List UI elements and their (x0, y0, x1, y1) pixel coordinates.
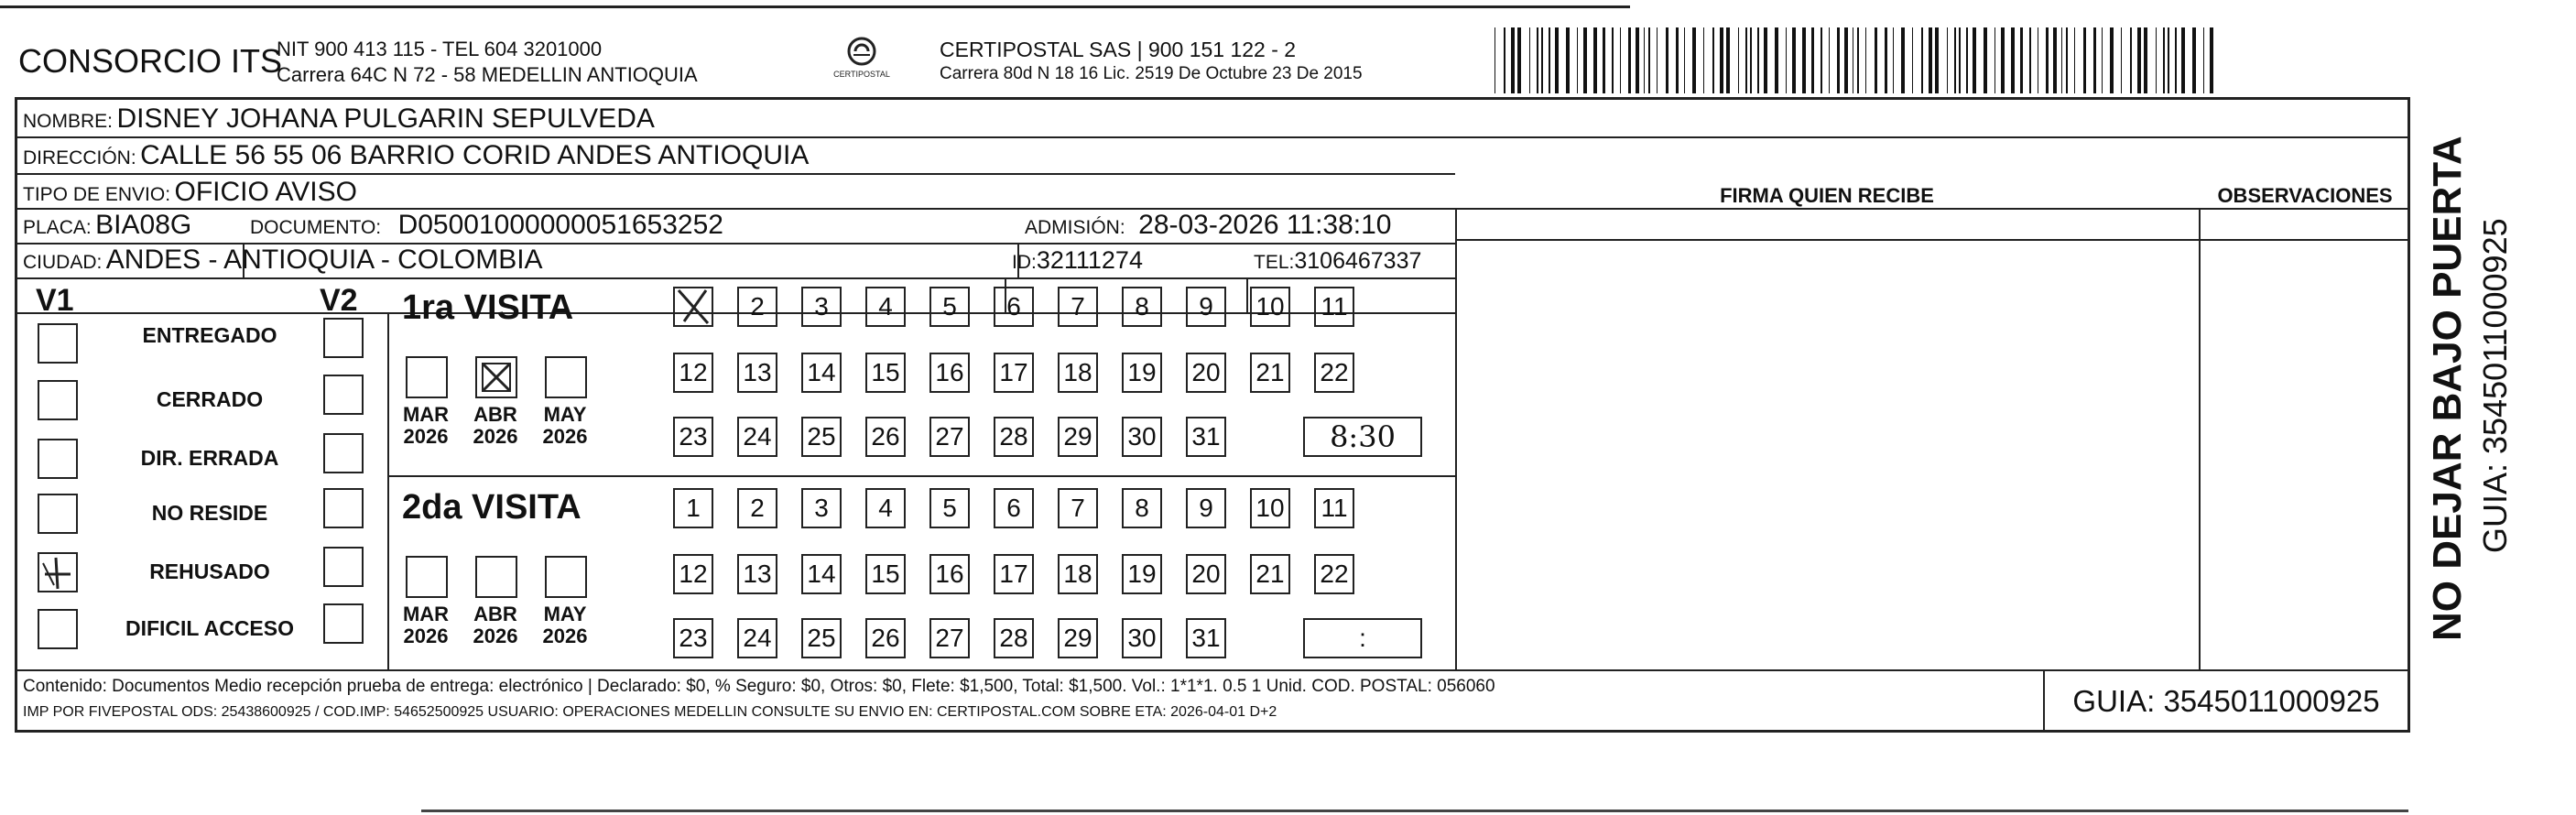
placa-label: PLACA: (23, 217, 92, 238)
company-address: Carrera 64C N 72 - 58 MEDELLIN ANTIOQUIA (277, 63, 698, 86)
day-box[interactable]: 15 (865, 353, 906, 393)
second-visit-title: 2da VISITA (402, 488, 582, 527)
company-name: CONSORCIO ITS (18, 42, 283, 80)
shipping-form (15, 97, 2410, 733)
day-box[interactable]: 21 (1250, 554, 1290, 594)
footer-content: Contenido: Documentos Medio recepción prueba de entrega: electrónico | Declarado: $0, % Seguro: $0, Otros: $0, Flete: $1,500, Total: $1,500. Vol.: 1*1*1. 0.5 1 Unid. COD. POSTAL: 056060 (23, 677, 1495, 696)
day-box[interactable]: 26 (865, 417, 906, 457)
v2-checkbox[interactable] (323, 547, 364, 587)
day-box[interactable]: 10 (1250, 287, 1290, 327)
day-box[interactable]: 29 (1058, 618, 1098, 658)
month-checkbox[interactable] (475, 356, 517, 398)
v1-checkbox[interactable] (38, 323, 78, 364)
day-box[interactable]: 29 (1058, 417, 1098, 457)
svg-text:CERTIPOSTAL: CERTIPOSTAL (833, 70, 890, 79)
v2-checkbox[interactable] (323, 318, 364, 358)
day-box[interactable]: 7 (1058, 287, 1098, 327)
month-label: ABR 2026 (473, 403, 518, 448)
day-box[interactable]: 6 (994, 488, 1034, 528)
day-box[interactable]: 19 (1122, 554, 1162, 594)
observaciones-header: OBSERVACIONES (2217, 184, 2393, 207)
carrier-logo (830, 33, 894, 88)
time-box[interactable]: 8:30 (1303, 417, 1422, 457)
day-box[interactable]: 14 (801, 353, 842, 393)
day-box[interactable]: 8 (1122, 488, 1162, 528)
month-checkbox[interactable] (406, 556, 448, 598)
day-box[interactable]: 9 (1186, 287, 1226, 327)
day-box[interactable]: 8 (1122, 287, 1162, 327)
admision-cell (1025, 210, 1391, 241)
day-box[interactable]: 30 (1122, 417, 1162, 457)
footer-imp: IMP POR FIVEPOSTAL ODS: 25438600925 / COD.IMP: 54652500925 USUARIO: OPERACIONES MEDELLIN CONSULTE SU ENVIO EN: CERTIPOSTAL.COM SOBRE ETA: 2026-04-01 D+2 (23, 704, 1277, 720)
day-box[interactable]: 10 (1250, 488, 1290, 528)
side-title: NO DEJAR BAJO PUERTA (2425, 136, 2470, 641)
tel-label: TEL: (1254, 252, 1295, 273)
carrier-address: Carrera 80d N 18 16 Lic. 2519 De Octubre 23 De 2015 (940, 64, 1363, 83)
day-box[interactable]: 13 (737, 353, 777, 393)
tipo-label: TIPO DE ENVIO: (23, 184, 171, 205)
carrier-info (940, 37, 1363, 86)
tel-value: 3106467337 (1294, 248, 1422, 274)
documento-cell (250, 210, 723, 241)
month-label: MAY 2026 (542, 603, 588, 647)
v2-checkbox[interactable] (323, 488, 364, 528)
day-box[interactable]: 12 (673, 353, 713, 393)
day-box[interactable]: 2 (737, 488, 777, 528)
ciudad-cell (23, 244, 543, 276)
day-box[interactable]: 4 (865, 488, 906, 528)
id-label: ID: (1012, 252, 1037, 273)
carrier-name: CERTIPOSTAL SAS | 900 151 122 - 2 (940, 38, 1297, 61)
day-box[interactable]: 16 (929, 353, 970, 393)
day-box[interactable]: 28 (994, 417, 1034, 457)
day-box[interactable]: 28 (994, 618, 1034, 658)
barcode (1495, 27, 2227, 93)
day-box[interactable]: 19 (1122, 353, 1162, 393)
day-box[interactable]: 3 (801, 287, 842, 327)
first-visit-title: 1ra VISITA (402, 288, 574, 327)
day-box[interactable]: 17 (994, 353, 1034, 393)
day-box[interactable]: 24 (737, 618, 777, 658)
v1-label: V1 (36, 283, 74, 318)
month-label: MAR 2026 (402, 403, 450, 448)
day-box[interactable] (673, 287, 713, 327)
direccion-value: CALLE 56 55 06 BARRIO CORID ANDES ANTIOQUIA (140, 140, 810, 170)
day-box[interactable]: 30 (1122, 618, 1162, 658)
day-box[interactable]: 22 (1314, 554, 1354, 594)
day-box[interactable]: 11 (1314, 488, 1354, 528)
month-checkbox[interactable] (545, 556, 587, 598)
company-nit: NIT 900 413 115 - TEL 604 3201000 (277, 38, 603, 60)
direccion-row (23, 140, 809, 171)
placa-value: BIA08G (95, 210, 192, 240)
day-box[interactable]: 25 (801, 417, 842, 457)
day-box[interactable]: 6 (994, 287, 1034, 327)
status-label: DIFICIL ACCESO (125, 616, 294, 640)
tipo-value: OFICIO AVISO (174, 177, 357, 207)
documento-label: DOCUMENTO: (250, 217, 382, 238)
company-info (277, 37, 698, 88)
v2-checkbox[interactable] (323, 433, 364, 473)
day-box[interactable]: 25 (801, 618, 842, 658)
month-label: MAR 2026 (402, 603, 450, 647)
side-guia: GUIA: 3545011000925 (2476, 218, 2514, 553)
month-label: MAY 2026 (542, 403, 588, 448)
day-box[interactable]: 3 (801, 488, 842, 528)
day-box[interactable]: 20 (1186, 353, 1226, 393)
day-box[interactable]: 27 (929, 417, 970, 457)
day-box[interactable]: 21 (1250, 353, 1290, 393)
day-box[interactable]: 22 (1314, 353, 1354, 393)
day-box[interactable]: 7 (1058, 488, 1098, 528)
v1-checkbox[interactable] (38, 439, 78, 479)
day-box[interactable]: 4 (865, 287, 906, 327)
footer-guia: GUIA: 3545011000925 (2072, 684, 2380, 718)
day-box[interactable]: 16 (929, 554, 970, 594)
id-value: 32111274 (1036, 246, 1143, 274)
day-box[interactable]: 14 (801, 554, 842, 594)
day-box[interactable]: 27 (929, 618, 970, 658)
firma-header: FIRMA QUIEN RECIBE (1720, 184, 1934, 207)
placa-cell (23, 210, 191, 241)
tel-cell (1254, 248, 1421, 275)
ciudad-label: CIUDAD: (23, 252, 103, 273)
day-box[interactable]: 31 (1186, 417, 1226, 457)
day-box[interactable]: 11 (1314, 287, 1354, 327)
day-box[interactable]: 2 (737, 287, 777, 327)
month-label: ABR 2026 (473, 603, 518, 647)
status-label: CERRADO (156, 387, 264, 411)
nombre-value: DISNEY JOHANA PULGARIN SEPULVEDA (116, 103, 655, 134)
day-box[interactable]: 13 (737, 554, 777, 594)
v2-checkbox[interactable] (323, 603, 364, 644)
nombre-label: NOMBRE: (23, 111, 114, 132)
direccion-label: DIRECCIÓN: (23, 147, 136, 168)
bottom-rule (421, 810, 2408, 812)
v1-checkbox[interactable] (38, 380, 78, 420)
id-cell (1012, 246, 1143, 275)
day-box[interactable]: 15 (865, 554, 906, 594)
status-label: ENTREGADO (142, 323, 277, 347)
day-box[interactable]: 23 (673, 417, 713, 457)
nombre-row (23, 103, 655, 135)
day-box[interactable]: 9 (1186, 488, 1226, 528)
day-box[interactable]: 17 (994, 554, 1034, 594)
day-box[interactable]: 20 (1186, 554, 1226, 594)
day-box[interactable]: 31 (1186, 618, 1226, 658)
v1-checkbox[interactable] (38, 609, 78, 649)
day-box[interactable]: 18 (1058, 353, 1098, 393)
ciudad-value: ANDES - ANTIOQUIA - COLOMBIA (105, 244, 543, 275)
day-box[interactable]: 23 (673, 618, 713, 658)
v2-label: V2 (320, 283, 358, 318)
month-checkbox[interactable] (475, 556, 517, 598)
month-checkbox[interactable] (406, 356, 448, 398)
admision-label: ADMISIÓN: (1025, 217, 1125, 238)
v2-checkbox[interactable] (323, 375, 364, 415)
day-box[interactable]: 12 (673, 554, 713, 594)
v1-checkbox[interactable] (38, 552, 78, 592)
status-label: REHUSADO (149, 560, 270, 583)
time-box[interactable]: : (1303, 618, 1422, 658)
status-label: NO RESIDE (151, 501, 268, 525)
month-checkbox[interactable] (545, 356, 587, 398)
documento-value: D05001000000051653252 (397, 210, 723, 240)
day-box[interactable]: 24 (737, 417, 777, 457)
day-box[interactable]: 26 (865, 618, 906, 658)
admision-value: 28-03-2026 11:38:10 (1138, 210, 1392, 240)
status-label: DIR. ERRADA (140, 446, 279, 470)
day-box[interactable]: 18 (1058, 554, 1098, 594)
day-box[interactable]: 1 (673, 488, 713, 528)
top-rule (0, 5, 1630, 8)
tipo-row (23, 177, 357, 208)
day-box[interactable]: 5 (929, 287, 970, 327)
v1-checkbox[interactable] (38, 494, 78, 534)
day-box[interactable]: 5 (929, 488, 970, 528)
